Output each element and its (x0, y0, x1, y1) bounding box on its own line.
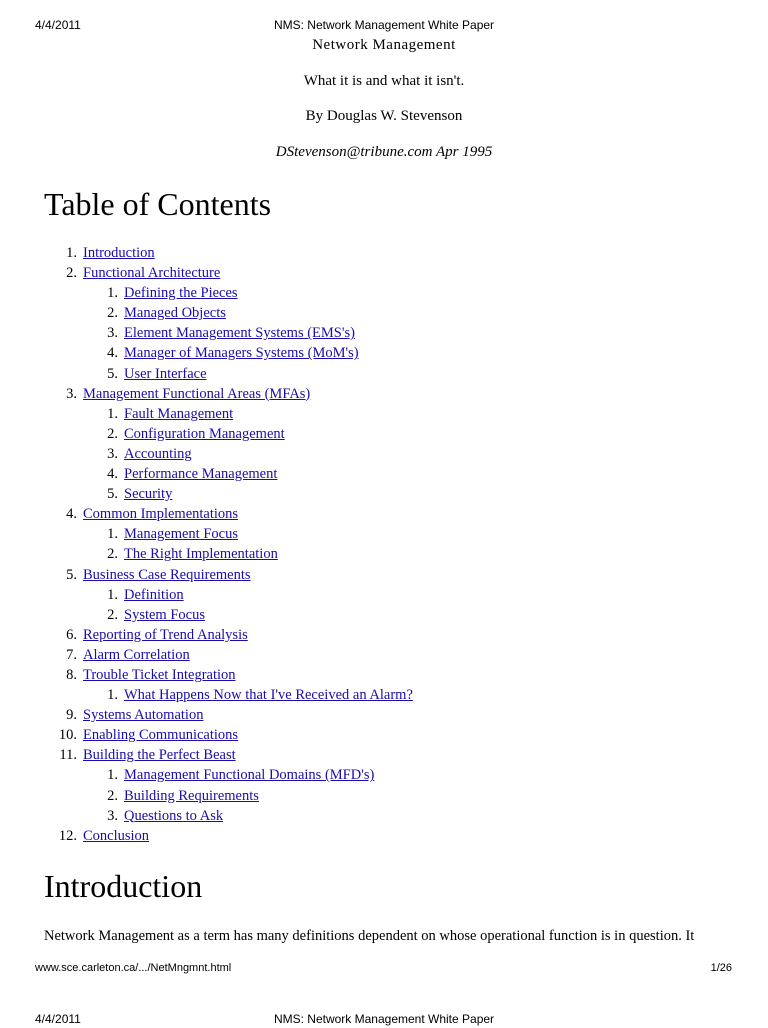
toc-item-number: 1. (107, 767, 118, 784)
toc-item (0, 765, 768, 785)
table-of-contents (0, 243, 768, 846)
toc-item-number: 1. (107, 405, 118, 422)
toc-item-number: 10. (58, 727, 77, 744)
toc-item-number: 1. (66, 245, 77, 261)
header-date: 4/4/2011 (35, 18, 81, 32)
document-email: DStevenson@tribune.com Apr 1995 (275, 144, 493, 160)
toc-item-number: 5. (66, 566, 77, 583)
toc-item-number: 5. (107, 486, 118, 503)
toc-link[interactable]: System Focus (124, 606, 205, 623)
toc-item-number: 5. (107, 365, 118, 382)
toc-item-number: 11. (59, 747, 77, 764)
toc-item-number: 4. (107, 466, 118, 483)
toc-item-number: 9. (66, 707, 77, 724)
toc-link[interactable]: Functional Architecture (83, 265, 221, 282)
toc-link[interactable]: Managed Objects (124, 305, 226, 322)
toc-link[interactable]: Definition (124, 586, 184, 603)
toc-item-number: 2. (107, 546, 118, 563)
toc-link[interactable]: Conclusion (83, 827, 150, 844)
toc-item-number: 2. (107, 425, 118, 442)
toc-item (0, 625, 768, 645)
toc-item (0, 464, 768, 484)
toc-item (0, 665, 768, 685)
introduction-paragraph: Network Management as a term has many definitions dependent on whose operational function is in question. It (44, 928, 695, 944)
toc-item (0, 504, 768, 524)
next-page-header-date: 4/4/2011 (35, 1012, 81, 1026)
toc-item (0, 524, 768, 544)
toc-item-number: 3. (66, 385, 77, 402)
toc-link[interactable]: Management Functional Areas (MFAs) (83, 385, 311, 402)
toc-item-number: 1. (107, 687, 118, 704)
toc-link[interactable]: Element Management Systems (EMS's) (124, 325, 355, 342)
toc-item (0, 544, 768, 564)
toc-item (0, 384, 768, 404)
toc-link[interactable]: Configuration Management (124, 425, 285, 442)
toc-item (0, 424, 768, 444)
toc-link[interactable]: The Right Implementation (124, 546, 278, 563)
toc-item (0, 685, 768, 705)
toc-item-number: 2. (66, 265, 77, 282)
toc-item (0, 343, 768, 363)
toc-item (0, 565, 768, 585)
toc-item (0, 806, 768, 826)
document-author: By Douglas W. Stevenson (305, 108, 463, 124)
toc-link[interactable]: Trouble Ticket Integration (83, 666, 236, 683)
toc-link[interactable]: Systems Automation (83, 707, 204, 724)
toc-link[interactable]: Questions to Ask (124, 807, 224, 824)
toc-item-number: 1. (107, 285, 118, 302)
toc-link[interactable]: Fault Management (124, 405, 234, 422)
toc-item (0, 705, 768, 725)
toc-link[interactable]: Security (124, 486, 173, 503)
toc-item (0, 645, 768, 665)
toc-link[interactable]: Management Functional Domains (MFD's) (124, 767, 375, 784)
toc-link[interactable]: Enabling Communications (83, 727, 239, 744)
toc-link[interactable]: Manager of Managers Systems (MoM's) (124, 345, 359, 362)
toc-link[interactable]: Reporting of Trend Analysis (83, 626, 248, 643)
next-page-header (0, 1012, 768, 1028)
toc-link[interactable]: Business Case Requirements (83, 566, 251, 583)
toc-item (0, 364, 768, 384)
toc-item (0, 444, 768, 464)
introduction-heading: Introduction (44, 868, 203, 904)
toc-item-number: 8. (66, 666, 77, 683)
toc-item-number: 1. (107, 526, 118, 543)
toc-heading: Table of Contents (44, 186, 272, 222)
toc-item (0, 585, 768, 605)
toc-item-number: 3. (107, 807, 118, 824)
document-subtitle: What it is and what it isn't. (303, 73, 465, 89)
toc-item-number: 2. (107, 606, 118, 623)
toc-link[interactable]: Defining the Pieces (124, 285, 238, 302)
toc-item (0, 725, 768, 745)
toc-item (0, 404, 768, 424)
toc-link[interactable]: Management Focus (124, 526, 238, 543)
toc-link[interactable]: Building Requirements (124, 787, 259, 804)
toc-link[interactable]: Alarm Correlation (83, 646, 190, 663)
toc-item (0, 323, 768, 343)
toc-item-number: 2. (107, 787, 118, 804)
toc-item (0, 745, 768, 765)
toc-item (0, 786, 768, 806)
toc-item-number: 3. (107, 445, 118, 462)
toc-item (0, 263, 768, 283)
footer-page-number: 1/26 (710, 962, 732, 974)
toc-item-number: 4. (107, 345, 118, 362)
toc-item-number: 4. (66, 506, 77, 523)
toc-item (0, 826, 768, 846)
toc-item-number: 3. (107, 325, 118, 342)
toc-link[interactable]: Introduction (83, 245, 155, 261)
footer-url: www.sce.carleton.ca/.../NetMngmnt.html (35, 962, 232, 974)
toc-link[interactable]: Accounting (124, 445, 192, 462)
toc-link[interactable]: User Interface (124, 365, 207, 382)
toc-item (0, 303, 768, 323)
toc-item (0, 283, 768, 303)
toc-link[interactable]: Common Implementations (83, 506, 239, 523)
toc-item-number: 12. (58, 827, 77, 844)
toc-item-number: 1. (107, 586, 118, 603)
toc-item-number: 2. (107, 305, 118, 322)
toc-link[interactable]: What Happens Now that I've Received an Alarm? (124, 687, 413, 704)
next-page-header-title: NMS: Network Management White Paper (273, 1012, 495, 1026)
document-title: Network Management (312, 37, 456, 53)
toc-item (0, 243, 768, 263)
header-title: NMS: Network Management White Paper (273, 18, 495, 32)
page-footer (0, 962, 768, 978)
toc-item (0, 605, 768, 625)
toc-item (0, 484, 768, 504)
toc-link[interactable]: Performance Management (124, 466, 278, 483)
page-header (0, 18, 768, 34)
toc-item-number: 7. (66, 646, 77, 663)
toc-link[interactable]: Building the Perfect Beast (83, 747, 236, 764)
toc-item-number: 6. (66, 626, 77, 643)
